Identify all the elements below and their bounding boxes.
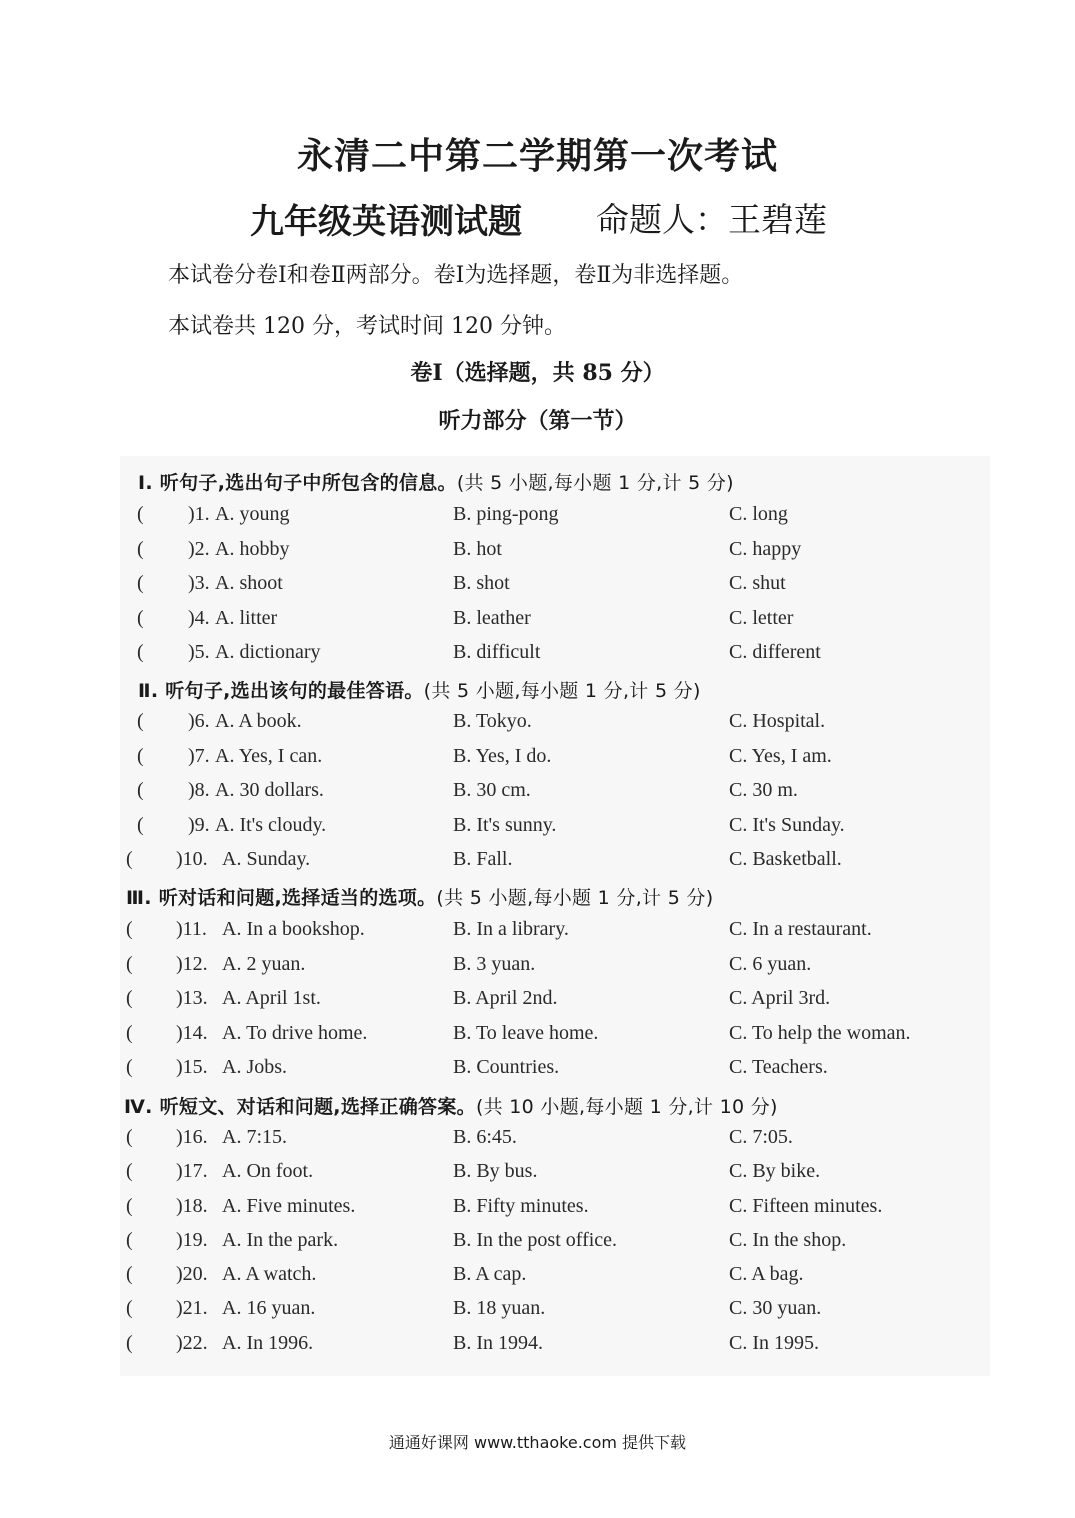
option-b: B. leather [453, 607, 531, 629]
option-a: A. To drive home. [222, 1022, 368, 1044]
question-number: )17. [176, 1160, 208, 1182]
option-a: A. dictionary [215, 641, 321, 663]
question-row [0, 538, 1075, 568]
question-number: )22. [176, 1332, 208, 1354]
intro-line: 本试卷共 120 分，考试时间 120 分钟。 [168, 314, 566, 339]
option-c: C. Yes, I am. [729, 745, 832, 767]
option-b: B. Fifty minutes. [453, 1195, 589, 1217]
option-c: C. long [729, 503, 788, 525]
option-a: A. Jobs. [222, 1056, 288, 1078]
question-row [0, 1332, 1075, 1362]
option-a: A. 30 dollars. [215, 779, 324, 801]
option-c: C. Fifteen minutes. [729, 1195, 883, 1217]
question-row [0, 953, 1075, 983]
question-number: )20. [176, 1263, 208, 1285]
part-heading [138, 676, 701, 703]
question-row [0, 918, 1075, 948]
question-number: )18. [176, 1195, 208, 1217]
question-number: )4. [188, 607, 210, 629]
option-a: A. A book. [215, 710, 302, 732]
option-b: B. 3 yuan. [453, 953, 536, 975]
option-c: C. Basketball. [729, 848, 842, 870]
question-row [0, 1263, 1075, 1293]
question-number: )12. [176, 953, 208, 975]
option-c: C. 7:05. [729, 1126, 793, 1148]
answer-blank: ( [137, 607, 144, 629]
option-c: C. shut [729, 572, 786, 594]
option-b: B. hot [453, 538, 502, 560]
option-a: A. Yes, I can. [215, 745, 323, 767]
question-row [0, 1160, 1075, 1190]
option-c: C. It's Sunday. [729, 814, 845, 836]
option-b: B. In a library. [453, 918, 569, 940]
option-c: C. Hospital. [729, 710, 826, 732]
question-number: )6. [188, 710, 210, 732]
option-c: C. A bag. [729, 1263, 804, 1285]
answer-blank: ( [126, 1126, 133, 1148]
question-number: )2. [188, 538, 210, 560]
question-number: )3. [188, 572, 210, 594]
intro-line: 本试卷分卷Ⅰ和卷Ⅱ两部分。卷Ⅰ为选择题，卷Ⅱ为非选择题。 [168, 263, 744, 288]
option-c: C. By bike. [729, 1160, 821, 1182]
question-row [0, 1195, 1075, 1225]
option-a: A. 2 yuan. [222, 953, 306, 975]
option-a: A. April 1st. [222, 987, 321, 1009]
question-row [0, 503, 1075, 533]
question-number: )11. [176, 918, 207, 940]
option-b: B. April 2nd. [453, 987, 558, 1009]
question-number: )5. [188, 641, 210, 663]
answer-blank: ( [137, 572, 144, 594]
answer-blank: ( [126, 918, 133, 940]
question-number: )1. [188, 503, 210, 525]
option-c: C. In a restaurant. [729, 918, 872, 940]
question-number: )15. [176, 1056, 208, 1078]
option-b: B. A cap. [453, 1263, 527, 1285]
option-a: A. shoot [215, 572, 283, 594]
answer-blank: ( [137, 779, 144, 801]
option-b: B. ping-pong [453, 503, 559, 525]
question-row [0, 1126, 1075, 1156]
answer-blank: ( [126, 1229, 133, 1251]
part-title: Ⅳ. 听短文、对话和问题,选择正确答案。 [124, 1096, 476, 1118]
option-a: A. On foot. [222, 1160, 314, 1182]
question-number: )19. [176, 1229, 208, 1251]
option-b: B. By bus. [453, 1160, 538, 1182]
option-a: A. 16 yuan. [222, 1297, 316, 1319]
option-c: C. happy [729, 538, 802, 560]
question-row [0, 848, 1075, 878]
option-b: B. 30 cm. [453, 779, 531, 801]
question-row [0, 987, 1075, 1017]
question-row [0, 572, 1075, 602]
answer-blank: ( [126, 1297, 133, 1319]
question-row [0, 1229, 1075, 1259]
part-note: (共 5 小题,每小题 1 分,计 5 分) [423, 680, 701, 702]
option-c: C. In 1995. [729, 1332, 819, 1354]
answer-blank: ( [126, 953, 133, 975]
section-heading: 卷Ⅰ（选择题，共 85 分） [410, 360, 665, 386]
answer-blank: ( [137, 538, 144, 560]
option-c: C. Teachers. [729, 1056, 828, 1078]
option-a: A. litter [215, 607, 278, 629]
option-a: A. A watch. [222, 1263, 317, 1285]
answer-blank: ( [126, 1332, 133, 1354]
option-b: B. 18 yuan. [453, 1297, 546, 1319]
option-b: B. Countries. [453, 1056, 560, 1078]
option-b: B. It's sunny. [453, 814, 557, 836]
question-row [0, 1056, 1075, 1086]
option-b: B. Tokyo. [453, 710, 532, 732]
answer-blank: ( [137, 503, 144, 525]
option-b: B. In the post office. [453, 1229, 618, 1251]
part-note: (共 5 小题,每小题 1 分,计 5 分) [436, 887, 714, 909]
option-a: A. Five minutes. [222, 1195, 356, 1217]
question-row [0, 641, 1075, 671]
question-row [0, 779, 1075, 809]
answer-blank: ( [137, 641, 144, 663]
answer-blank: ( [126, 987, 133, 1009]
option-c: C. To help the woman. [729, 1022, 911, 1044]
question-row [0, 814, 1075, 844]
question-number: )10. [176, 848, 208, 870]
answer-blank: ( [137, 814, 144, 836]
answer-blank: ( [126, 1263, 133, 1285]
option-b: B. difficult [453, 641, 541, 663]
option-a: A. hobby [215, 538, 290, 560]
part-title: Ⅱ. 听句子,选出该句的最佳答语。 [138, 680, 424, 702]
option-a: A. In a bookshop. [222, 918, 365, 940]
subsection-heading: 听力部分（第一节） [438, 408, 637, 434]
answer-blank: ( [126, 1195, 133, 1217]
question-number: )7. [188, 745, 210, 767]
option-a: A. Sunday. [222, 848, 311, 870]
option-c: C. 30 m. [729, 779, 798, 801]
option-c: C. 30 yuan. [729, 1297, 822, 1319]
option-b: B. 6:45. [453, 1126, 517, 1148]
question-row [0, 1297, 1075, 1327]
answer-blank: ( [126, 848, 133, 870]
option-b: B. To leave home. [453, 1022, 599, 1044]
answer-blank: ( [137, 745, 144, 767]
part-heading [124, 1092, 778, 1119]
question-number: )14. [176, 1022, 208, 1044]
exam-subtitle: 九年级英语测试题 [250, 202, 522, 242]
option-b: B. In 1994. [453, 1332, 543, 1354]
option-a: A. young [215, 503, 290, 525]
option-b: B. shot [453, 572, 510, 594]
exam-author: 命题人：王碧莲 [596, 200, 827, 239]
question-number: )21. [176, 1297, 208, 1319]
part-note: (共 5 小题,每小题 1 分,计 5 分) [456, 472, 734, 494]
question-number: )8. [188, 779, 210, 801]
option-c: C. letter [729, 607, 794, 629]
part-heading [138, 468, 734, 495]
question-row [0, 1022, 1075, 1052]
question-number: )16. [176, 1126, 208, 1148]
question-row [0, 607, 1075, 637]
question-number: )9. [188, 814, 210, 836]
option-c: C. 6 yuan. [729, 953, 812, 975]
option-a: A. 7:15. [222, 1126, 287, 1148]
option-b: B. Yes, I do. [453, 745, 552, 767]
option-c: C. In the shop. [729, 1229, 847, 1251]
answer-blank: ( [126, 1022, 133, 1044]
exam-title: 永清二中第二学期第一次考试 [296, 136, 778, 177]
option-a: A. It's cloudy. [215, 814, 327, 836]
part-note: (共 10 小题,每小题 1 分,计 10 分) [475, 1096, 778, 1118]
part-title: Ⅲ. 听对话和问题,选择适当的选项。 [126, 887, 437, 909]
question-number: )13. [176, 987, 208, 1009]
question-row [0, 710, 1075, 740]
option-c: C. different [729, 641, 821, 663]
question-row [0, 745, 1075, 775]
option-b: B. Fall. [453, 848, 513, 870]
download-footer: 通通好课网 www.tthaoke.com 提供下载 [388, 1433, 687, 1452]
answer-blank: ( [137, 710, 144, 732]
option-c: C. April 3rd. [729, 987, 831, 1009]
option-a: A. In the park. [222, 1229, 339, 1251]
part-heading [126, 883, 713, 910]
answer-blank: ( [126, 1056, 133, 1078]
option-a: A. In 1996. [222, 1332, 314, 1354]
answer-blank: ( [126, 1160, 133, 1182]
part-title: Ⅰ. 听句子,选出句子中所包含的信息。 [138, 472, 457, 494]
